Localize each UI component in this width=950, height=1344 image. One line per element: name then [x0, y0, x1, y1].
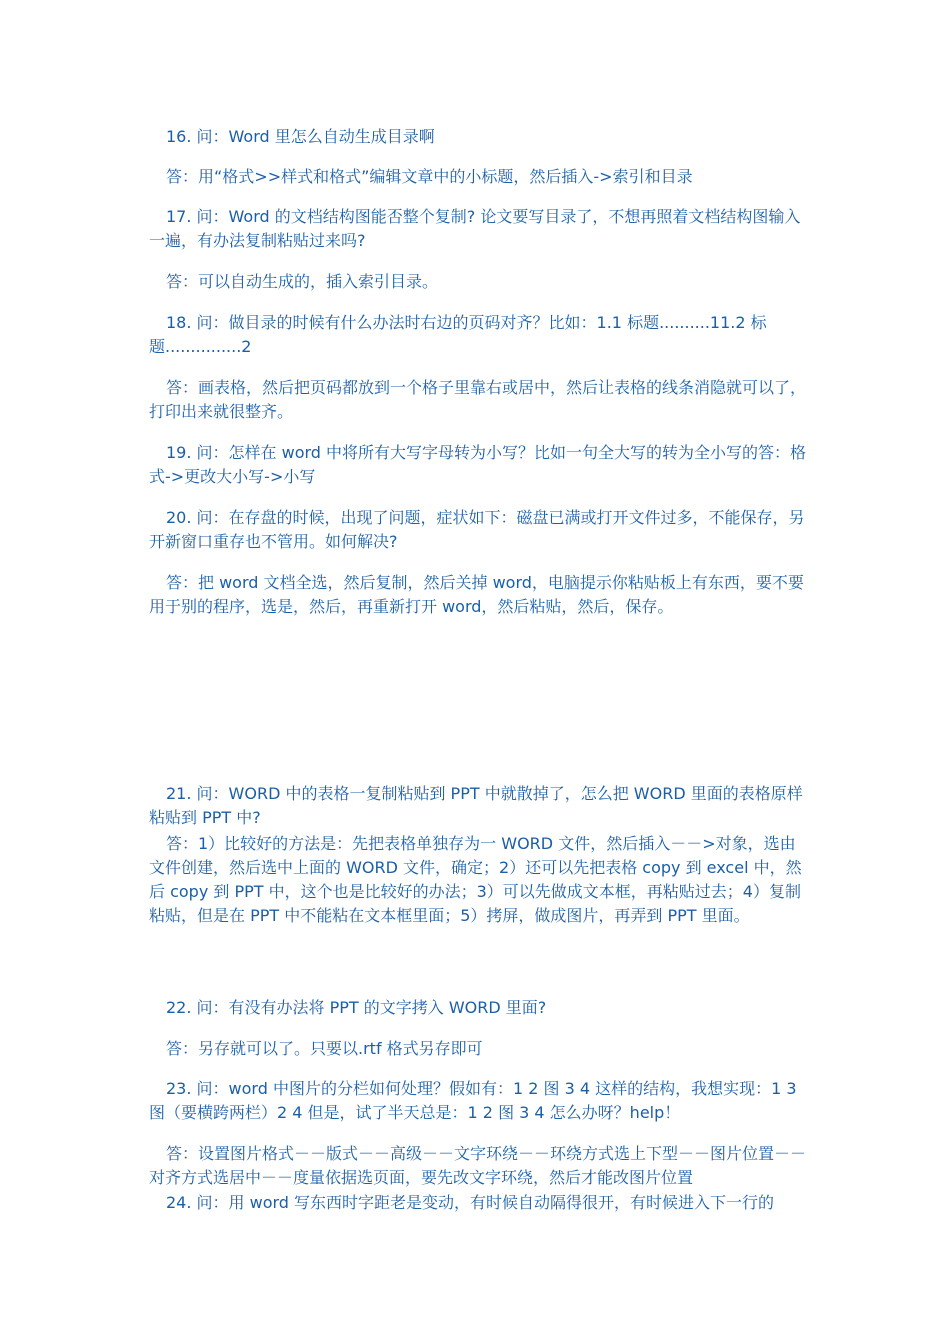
question-23: 23. 问：word 中图片的分栏如何处理？假如有：1 2 图 3 4 这样的结构，我想实现：1 3 图（要横跨两栏）2 4 但是，试了半天总是：1 2 图 3 4 怎么办呀？help！: [149, 1079, 797, 1122]
question-18: 18. 问：做目录的时候有什么办法时右边的页码对齐？比如：1.1 标题..........11.2 标题...............2: [149, 313, 767, 356]
question-16: 16. 问：Word 里怎么自动生成目录啊: [166, 127, 435, 146]
question-17: 17. 问：Word 的文档结构图能否整个复制? 论文要写目录了，不想再照着文档结构图输入一遍，有办法复制粘贴过来吗?: [149, 207, 801, 250]
answer-17: 答：可以自动生成的，插入索引目录。: [166, 272, 439, 291]
question-20: 20. 问：在存盘的时候，出现了问题，症状如下：磁盘已满或打开文件过多，不能保存，另开新窗口重存也不管用。如何解决?: [149, 508, 805, 551]
question-22: 22. 问：有没有办法将 PPT 的文字拷入 WORD 里面?: [166, 998, 547, 1017]
answer-21: 答：1）比较好的方法是：先把表格单独存为一 WORD 文件，然后插入－－>对象，选由文件创建，然后选中上面的 WORD 文件，确定；2）还可以先把表格 copy 到 excel 中，然后 copy 到 PPT 中，这个也是比较好的办法；3）可以先做成文本框，再粘贴过去；4）复制粘贴，但是在 PPT 中不能粘在文本框里面；5）拷屏，做成图片，再弄到 PPT 里面。: [149, 834, 802, 925]
question-24: 24. 问：用 word 写东西时字距老是变动，有时候自动隔得很开，有时候进入下一行的: [166, 1193, 775, 1212]
question-19: 19. 问：怎样在 word 中将所有大写字母转为小写？比如一句全大写的转为全小写的答：格式->更改大小写->小写: [149, 443, 807, 486]
answer-16: 答：用“格式>>样式和格式”编辑文章中的小标题，然后插入->索引和目录: [166, 167, 693, 186]
answer-22: 答：另存就可以了。只要以.rtf 格式另存即可: [166, 1039, 483, 1058]
question-21: 21. 问：WORD 中的表格一复制粘贴到 PPT 中就散掉了，怎么把 WORD 里面的表格原样粘贴到 PPT 中?: [149, 784, 803, 827]
answer-18: 答：画表格，然后把页码都放到一个格子里靠右或居中，然后让表格的线条消隐就可以了，打印出来就很整齐。: [149, 378, 807, 421]
answer-20: 答：把 word 文档全选，然后复制，然后关掉 word，电脑提示你粘贴板上有东西，要不要用于别的程序，选是，然后，再重新打开 word，然后粘贴，然后，保存。: [149, 573, 804, 616]
answer-23: 答：设置图片格式－－版式－－高级－－文字环绕－－环绕方式选上下型－－图片位置－－对齐方式选居中－－度量依据选页面，要先改文字环绕，然后才能改图片位置: [149, 1144, 807, 1187]
